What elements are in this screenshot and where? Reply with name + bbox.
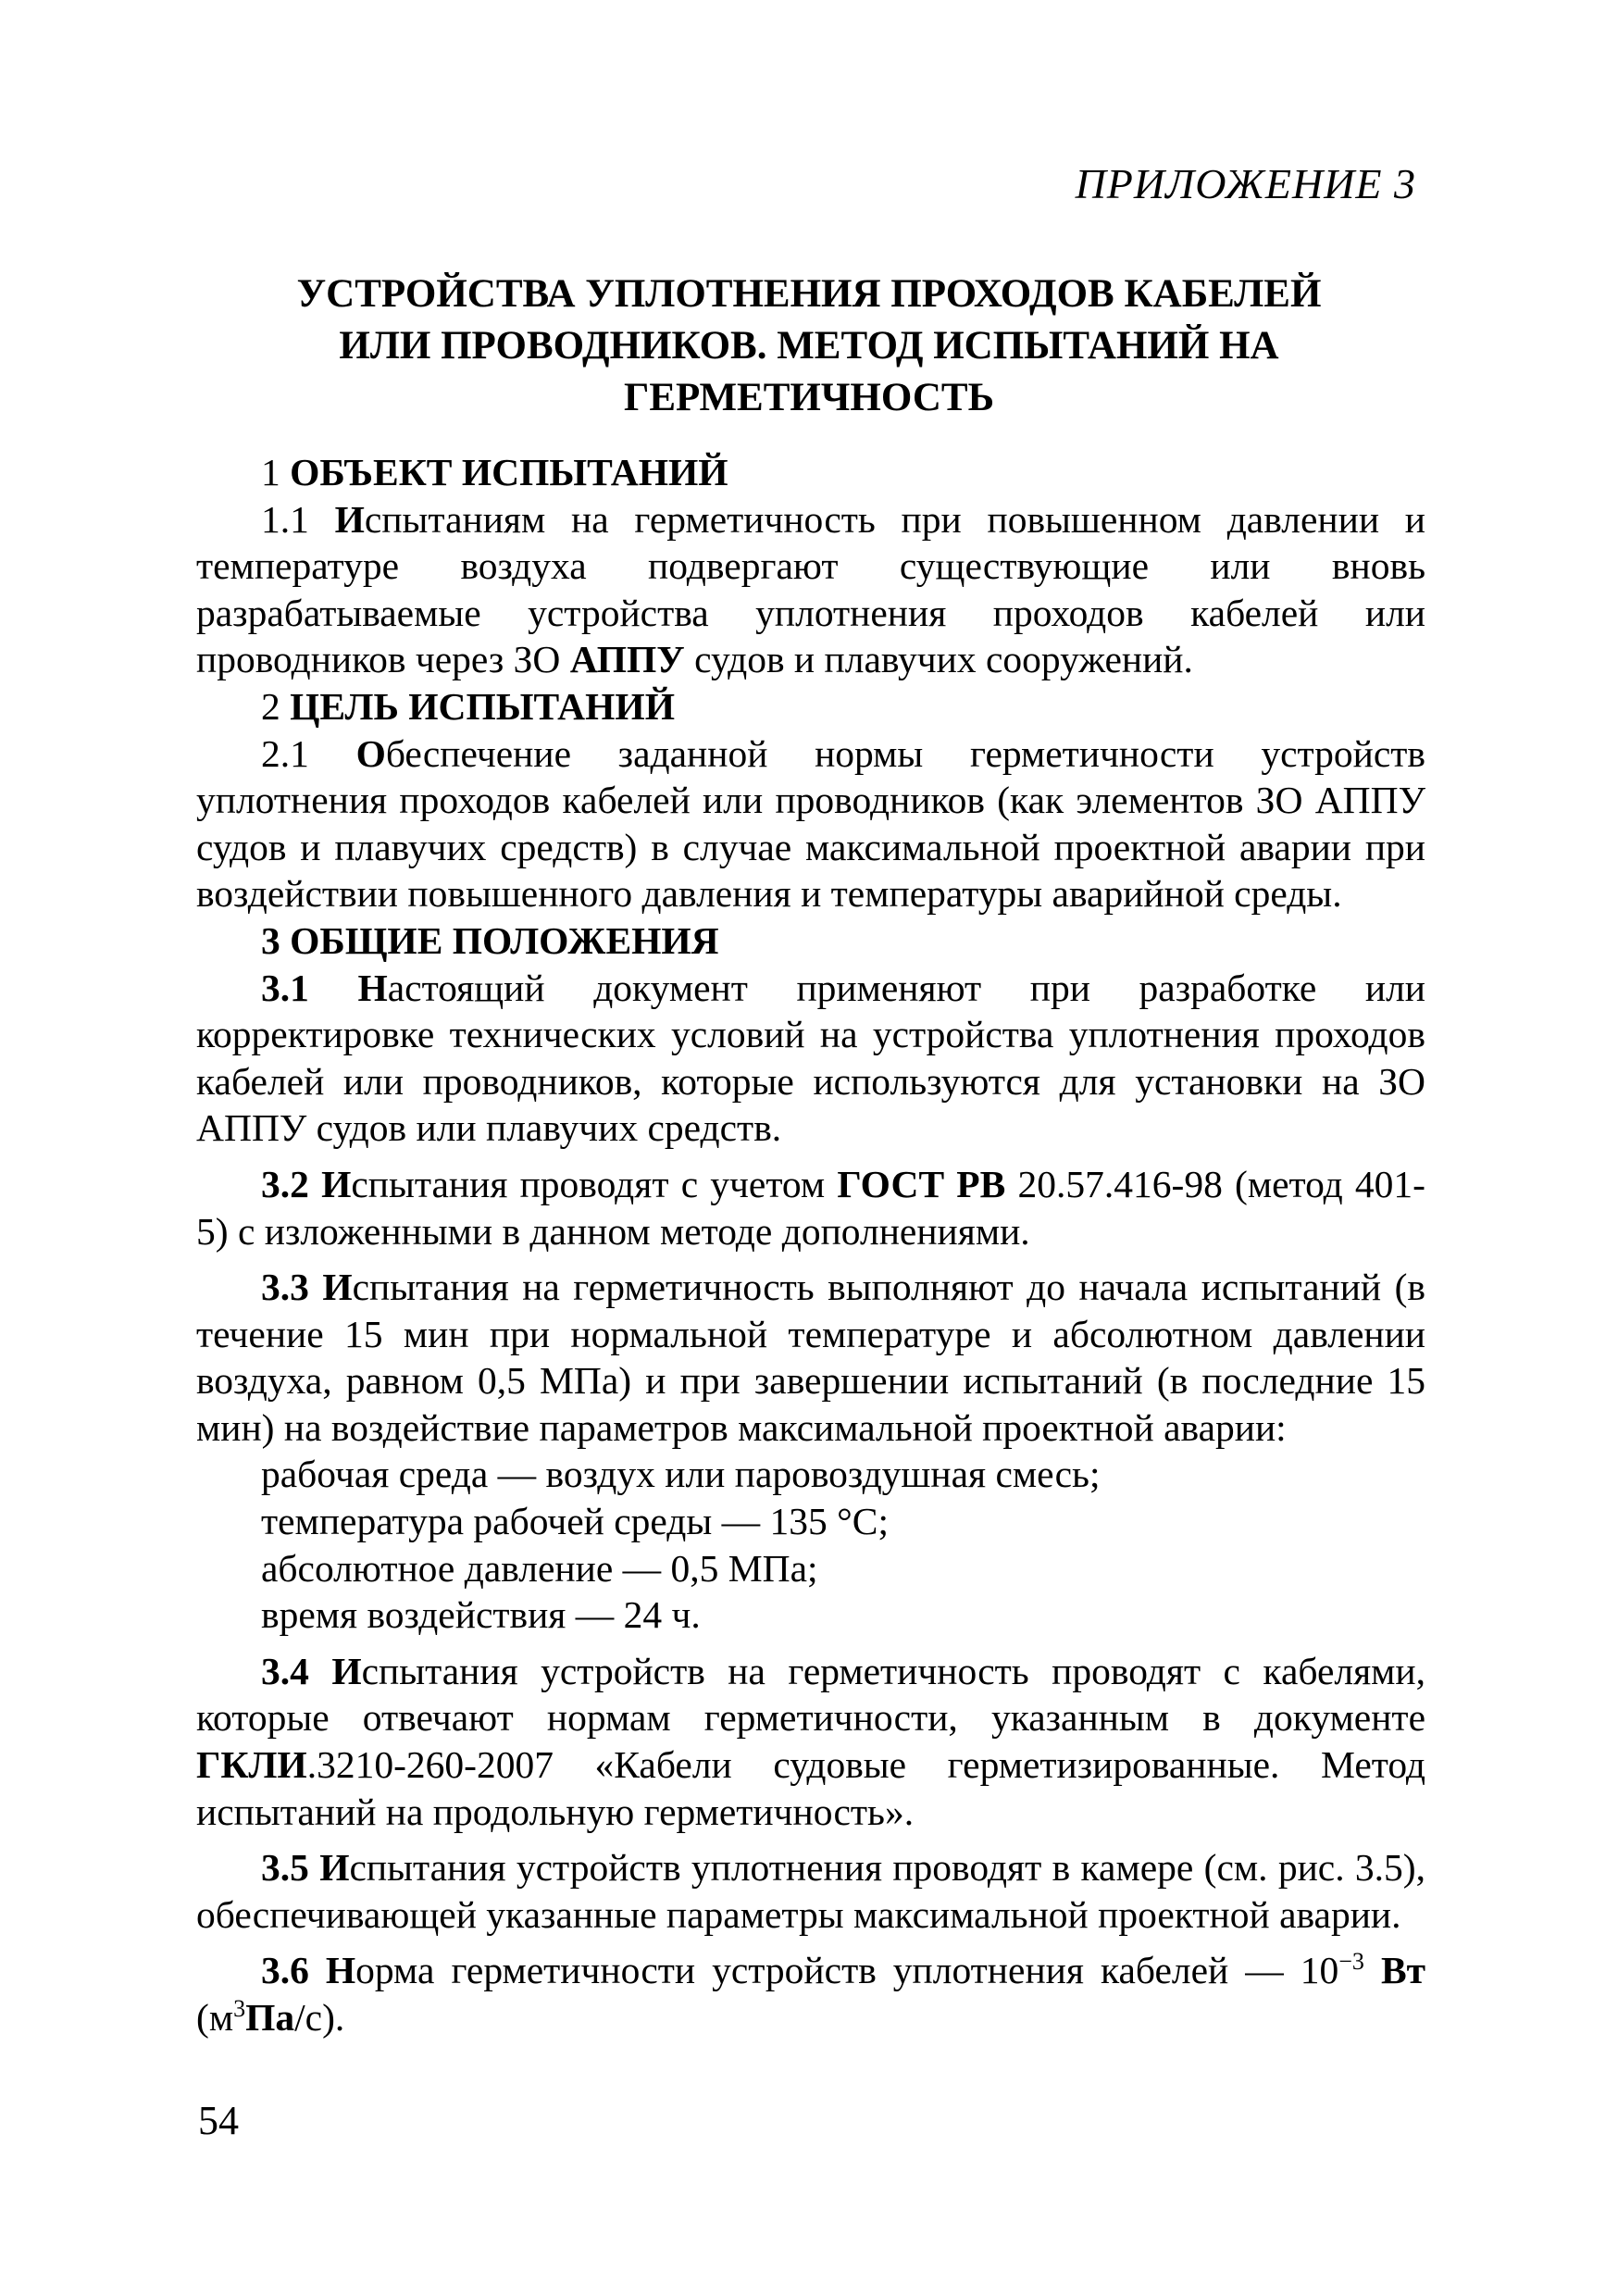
paragraph-3-1-text: астоящий документ применяют при разработке или корректировке технических условий на устройства уплотнения проходов кабелей или проводников, которые используются для установки на ЗО АППУ судов или плавучих средств. <box>196 966 1425 1150</box>
paragraph-3-4-text: спытания устройств на герметичность проводят с кабелями, которые отвечают нормам герметичности, указанным в документе <box>196 1649 1426 1740</box>
section-1-title: ОБЪЕКТ ИСПЫТАНИЙ <box>290 451 728 493</box>
paragraph-3-6-initial: Н <box>325 1949 356 1992</box>
page-number: 54 <box>198 2098 239 2143</box>
paragraph-3-2-number: 3.2 <box>261 1162 309 1205</box>
paragraph-2-1-initial: О <box>355 731 386 775</box>
section-2-number: 2 <box>261 684 280 728</box>
paragraph-3-4-initial: И <box>331 1649 362 1692</box>
paragraph-3-5 <box>196 1844 1425 1938</box>
paragraph-3-6-cube: 3 <box>233 1995 246 2023</box>
appendix-label: ПРИЛОЖЕНИЕ 3 <box>1075 160 1416 207</box>
paragraph-3-6-number: 3.6 <box>261 1949 309 1992</box>
paragraph-3-4 <box>196 1648 1425 1835</box>
paragraph-1-1 <box>196 496 1425 683</box>
paragraph-3-2-text-end: 20.57.416-98 (метод 401-5) с изложенными в данном методе дополнениями. <box>196 1162 1426 1253</box>
list-item-pressure: абсолютное давление — 0,5 МПа; <box>261 1546 818 1590</box>
section-2-title: ЦЕЛЬ ИСПЫТАНИЙ <box>290 684 675 728</box>
list-item-temperature: температура рабочей среды — 135 °С; <box>261 1500 889 1543</box>
paragraph-3-6-unit: Вт <box>1380 1949 1426 1992</box>
paragraph-1-1-text: спытаниям на герметичность при повышенном давлении и температуре воздуха подвергают существующие или вновь разрабатываемые устройства уплотнения проходов кабелей или проводников через ЗО <box>196 497 1426 681</box>
list-item-duration: время воздействия — 24 ч. <box>261 1593 701 1637</box>
section-2-heading <box>196 683 1425 730</box>
paragraph-3-1-number: 3.1 <box>261 966 309 1009</box>
section-1-number: 1 <box>261 451 280 493</box>
paragraph-3-3-initial: И <box>322 1266 353 1309</box>
section-3-heading <box>196 917 1425 965</box>
paragraph-3-2 <box>196 1161 1425 1254</box>
paragraph-1-1-number: 1.1 <box>261 497 309 541</box>
page-title <box>185 268 1433 424</box>
paragraph-3-4-text-end: .3210-260-2007 «Кабели судовые герметизированные. Метод испытаний на продольную герметичность». <box>196 1743 1425 1833</box>
paragraph-3-6-exponent: −3 <box>1338 1948 1364 1976</box>
paragraph-3-3-number: 3.3 <box>261 1266 309 1309</box>
paragraph-3-2-standard: ГОСТ РВ <box>837 1162 1006 1205</box>
paragraph-2-1-text: беспечение заданной нормы герметичности устройств уплотнения проходов кабелей или проводников (как элементов ЗО АППУ судов и плавучих средств) в случае максимальной проектной аварии при воздействии повышенного давления и температуры аварийной среды. <box>196 731 1426 916</box>
list-item-medium: рабочая среда — воздух или паровоздушная смесь; <box>261 1453 1101 1496</box>
paragraph-3-2-text: спытания проводят с учетом <box>351 1162 838 1205</box>
section-3-title: ОБЩИЕ ПОЛОЖЕНИЯ <box>290 918 719 962</box>
paragraph-3-6-unit-open: (м <box>196 1996 234 2039</box>
paragraph-3-5-text: спытания устройств уплотнения проводят в камере (см. рис. 3.5), обеспечивающей указанные параметры максимальной проектной аварии. <box>196 1846 1425 1936</box>
paragraph-3-4-doc-code: ГКЛИ <box>196 1743 307 1787</box>
paragraph-3-1 <box>196 965 1425 1152</box>
paragraph-2-1-number: 2.1 <box>261 731 309 775</box>
document-body <box>196 449 1425 2041</box>
paragraph-1-1-text-end: судов и плавучих сооружений. <box>684 638 1193 681</box>
paragraph-1-1-initial: И <box>334 497 365 541</box>
paragraph-3-4-number: 3.4 <box>261 1649 309 1692</box>
paragraph-3-1-initial: Н <box>357 966 388 1009</box>
paragraph-3-2-initial: И <box>321 1162 352 1205</box>
paragraph-3-5-initial: И <box>319 1846 350 1890</box>
paragraph-3-3 <box>196 1264 1425 1451</box>
section-1-heading <box>196 449 1425 496</box>
paragraph-3-6-unit-close: /с). <box>294 1996 345 2039</box>
paragraph-3-6 <box>196 1947 1425 2040</box>
paragraph-1-1-abbr: АППУ <box>569 638 685 681</box>
paragraph-3-6-text: орма герметичности устройств уплотнения кабелей — 10 <box>355 1949 1339 1992</box>
title-line-1: УСТРОЙСТВА УПЛОТНЕНИЯ ПРОХОДОВ КАБЕЛЕЙ <box>296 272 1322 316</box>
section-3-number: 3 <box>261 918 280 962</box>
title-line-2: ИЛИ ПРОВОДНИКОВ. МЕТОД ИСПЫТАНИЙ НА ГЕРМЕТИЧНОСТЬ <box>339 324 1279 419</box>
paragraph-3-5-number: 3.5 <box>261 1846 309 1890</box>
paragraph-3-3-text: спытания на герметичность выполняют до начала испытаний (в течение 15 мин при нормальной температуре и абсолютном давлении воздуха, равном 0,5 МПа) и при завершении испытаний (в последние 15 мин) на воздействие параметров максимальной проектной аварии: <box>196 1266 1426 1449</box>
paragraph-3-6-pascal: Па <box>245 1996 295 2039</box>
paragraph-2-1 <box>196 730 1425 917</box>
